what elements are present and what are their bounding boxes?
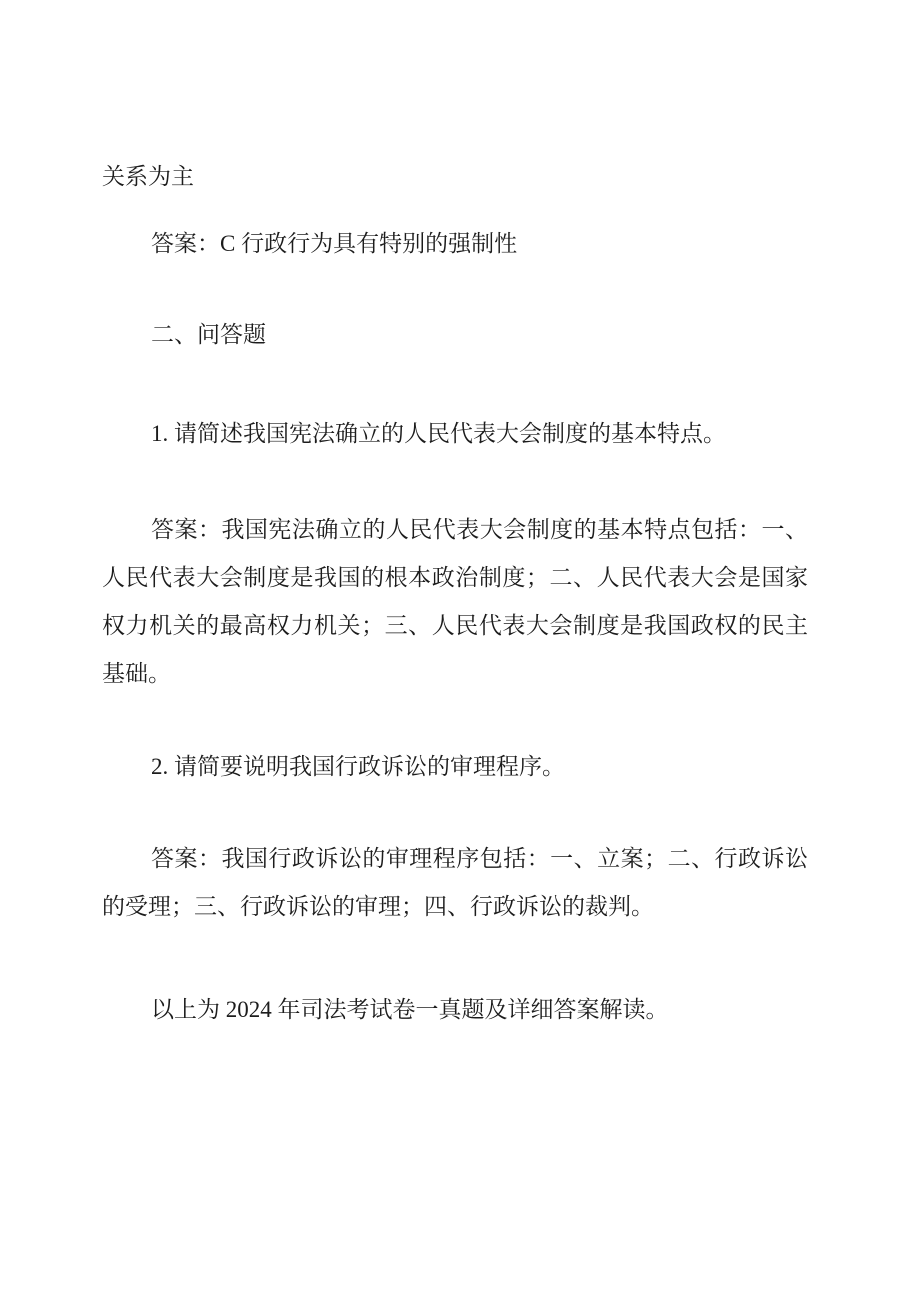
paragraph-answer-choice bbox=[102, 220, 808, 268]
section-heading bbox=[102, 311, 808, 359]
paragraph-question-2 bbox=[102, 743, 808, 791]
text-line: 基础。 bbox=[102, 661, 171, 686]
paragraph-closing-note bbox=[102, 986, 808, 1034]
text-line: 1. 请简述我国宪法确立的人民代表大会制度的基本特点。 bbox=[151, 421, 726, 446]
text-line: 关系为主 bbox=[102, 164, 194, 189]
paragraph-answer-2 bbox=[102, 835, 808, 931]
text-line: 以上为 2024 年司法考试卷一真题及详细答案解读。 bbox=[151, 997, 669, 1022]
text-line: 答案：C 行政行为具有特别的强制性 bbox=[151, 231, 518, 256]
paragraph-question-1 bbox=[102, 410, 808, 458]
text-line: 人民代表大会制度是我国的根本政治制度；二、人民代表大会是国家 bbox=[102, 565, 808, 590]
text-line: 2. 请简要说明我国行政诉讼的审理程序。 bbox=[151, 754, 565, 779]
text-line: 的受理；三、行政诉讼的审理；四、行政诉讼的裁判。 bbox=[102, 894, 654, 919]
text-line: 二、问答题 bbox=[151, 322, 266, 347]
paragraph-answer-1 bbox=[102, 506, 808, 698]
text-line: 答案：我国行政诉讼的审理程序包括：一、立案；二、行政诉讼 bbox=[151, 846, 808, 871]
text-line: 权力机关的最高权力机关；三、人民代表大会制度是我国政权的民主 bbox=[102, 613, 808, 638]
paragraph-continuation bbox=[102, 153, 808, 201]
text-line: 答案：我国宪法确立的人民代表大会制度的基本特点包括：一、 bbox=[151, 517, 808, 542]
